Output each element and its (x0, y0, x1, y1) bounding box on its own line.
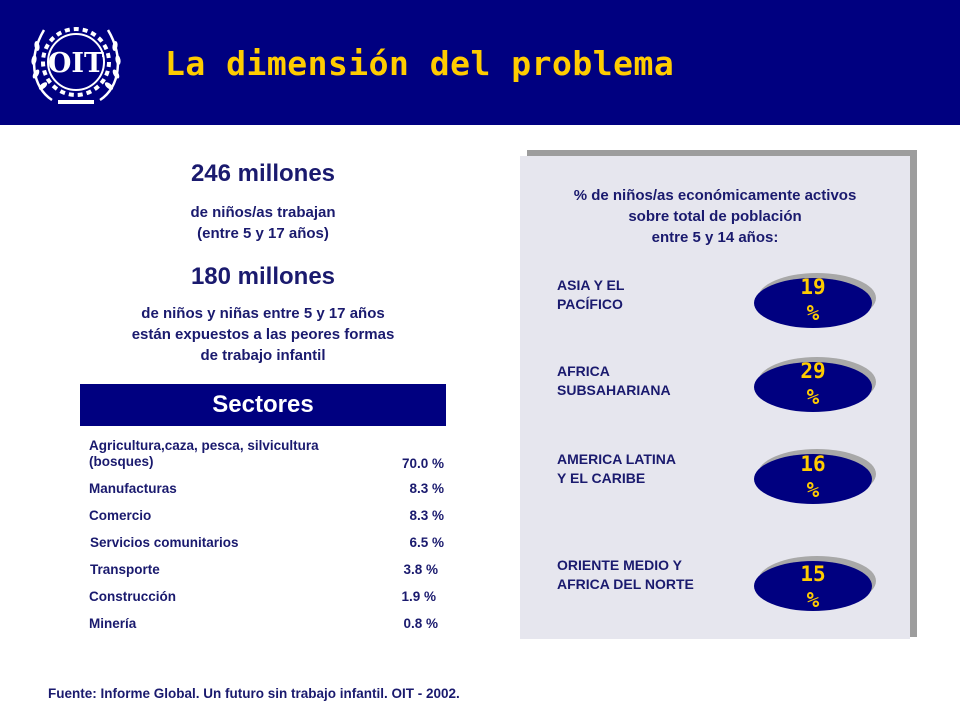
sector-label-servicios: Servicios comunitarios (90, 535, 239, 550)
page-title: La dimensión del problema (165, 44, 675, 83)
region-label-asia-line-1: ASIA Y EL (557, 277, 625, 293)
stat-figure-2: 180 millones (190, 263, 336, 290)
sectores-header: Sectores (80, 384, 446, 426)
svg-text:OIT: OIT (47, 48, 105, 79)
source-footnote: Fuente: Informe Global. Un futuro sin trabajo infantil. OIT - 2002. (48, 686, 460, 701)
stat-desc-2-line-1: de niños y niñas entre 5 y 17 años (141, 305, 385, 322)
region-value-oriente-unit: % (806, 588, 820, 612)
region-label-oriente-medio (557, 556, 694, 594)
region-label-oriente-line-1: ORIENTE MEDIO Y (557, 557, 682, 573)
region-value-america-number: 16 (800, 452, 826, 476)
regions-heading-line-2: sobre total de población (628, 208, 802, 225)
header-bar (0, 0, 960, 125)
stat-desc-1-line-1: de niños/as trabajan (190, 204, 336, 221)
stat-desc-1-line-2: (entre 5 y 17 años) (197, 225, 329, 242)
sector-label-construccion: Construcción (89, 589, 177, 604)
regions-heading-line-1: % de niños/as económicamente activos (573, 187, 857, 204)
sector-label-manufacturas: Manufacturas (89, 481, 177, 496)
region-label-asia (557, 276, 624, 314)
sector-value-construccion: 1.9 % (401, 589, 436, 604)
region-value-asia (754, 274, 872, 326)
sector-value-comercio: 8.3 % (409, 508, 444, 523)
region-value-america (754, 451, 872, 503)
region-label-africa-line-2: SUBSAHARIANA (557, 382, 671, 398)
region-label-africa-line-1: AFRICA (557, 363, 610, 379)
sector-value-agricultura: 70.0 % (401, 456, 444, 471)
region-value-oriente-number: 15 (800, 562, 826, 586)
region-value-africa-unit: % (806, 385, 820, 409)
stat-desc-2-line-3: de trabajo infantil (200, 347, 326, 364)
sector-label-agricultura: Agricultura,caza, pesca, silvicultura (89, 438, 319, 453)
stat-desc-2-line-2: están expuestos a las peores formas (131, 326, 395, 343)
sector-value-mineria: 0.8 % (403, 616, 438, 631)
region-label-america-line-1: AMERICA LATINA (557, 451, 676, 467)
region-value-africa (754, 358, 872, 410)
sector-label-agricultura-2: (bosques) (89, 454, 154, 469)
regions-heading-line-3: entre 5 y 14 años: (651, 229, 779, 246)
sector-value-manufacturas: 8.3 % (409, 481, 444, 496)
region-value-oriente (754, 561, 872, 613)
region-value-asia-number: 19 (800, 275, 826, 299)
region-label-africa-subsahariana (557, 362, 671, 400)
sector-value-transporte: 3.8 % (403, 562, 438, 577)
sector-label-transporte: Transporte (90, 562, 160, 577)
regions-panel-heading (520, 185, 910, 248)
region-label-america-line-2: Y EL CARIBE (557, 470, 646, 486)
sector-label-mineria: Minería (89, 616, 137, 631)
region-label-oriente-line-2: AFRICA DEL NORTE (557, 576, 694, 592)
region-value-america-unit: % (806, 478, 820, 502)
region-label-asia-line-2: PACÍFICO (557, 296, 623, 312)
region-value-africa-number: 29 (800, 359, 826, 383)
sector-value-servicios: 6.5 % (409, 535, 444, 550)
sector-label-comercio: Comercio (89, 508, 152, 523)
region-value-asia-unit: % (806, 301, 820, 325)
region-label-america-latina (557, 450, 676, 488)
ilo-emblem-icon (22, 12, 130, 112)
stat-figure-1: 246 millones (190, 160, 336, 187)
